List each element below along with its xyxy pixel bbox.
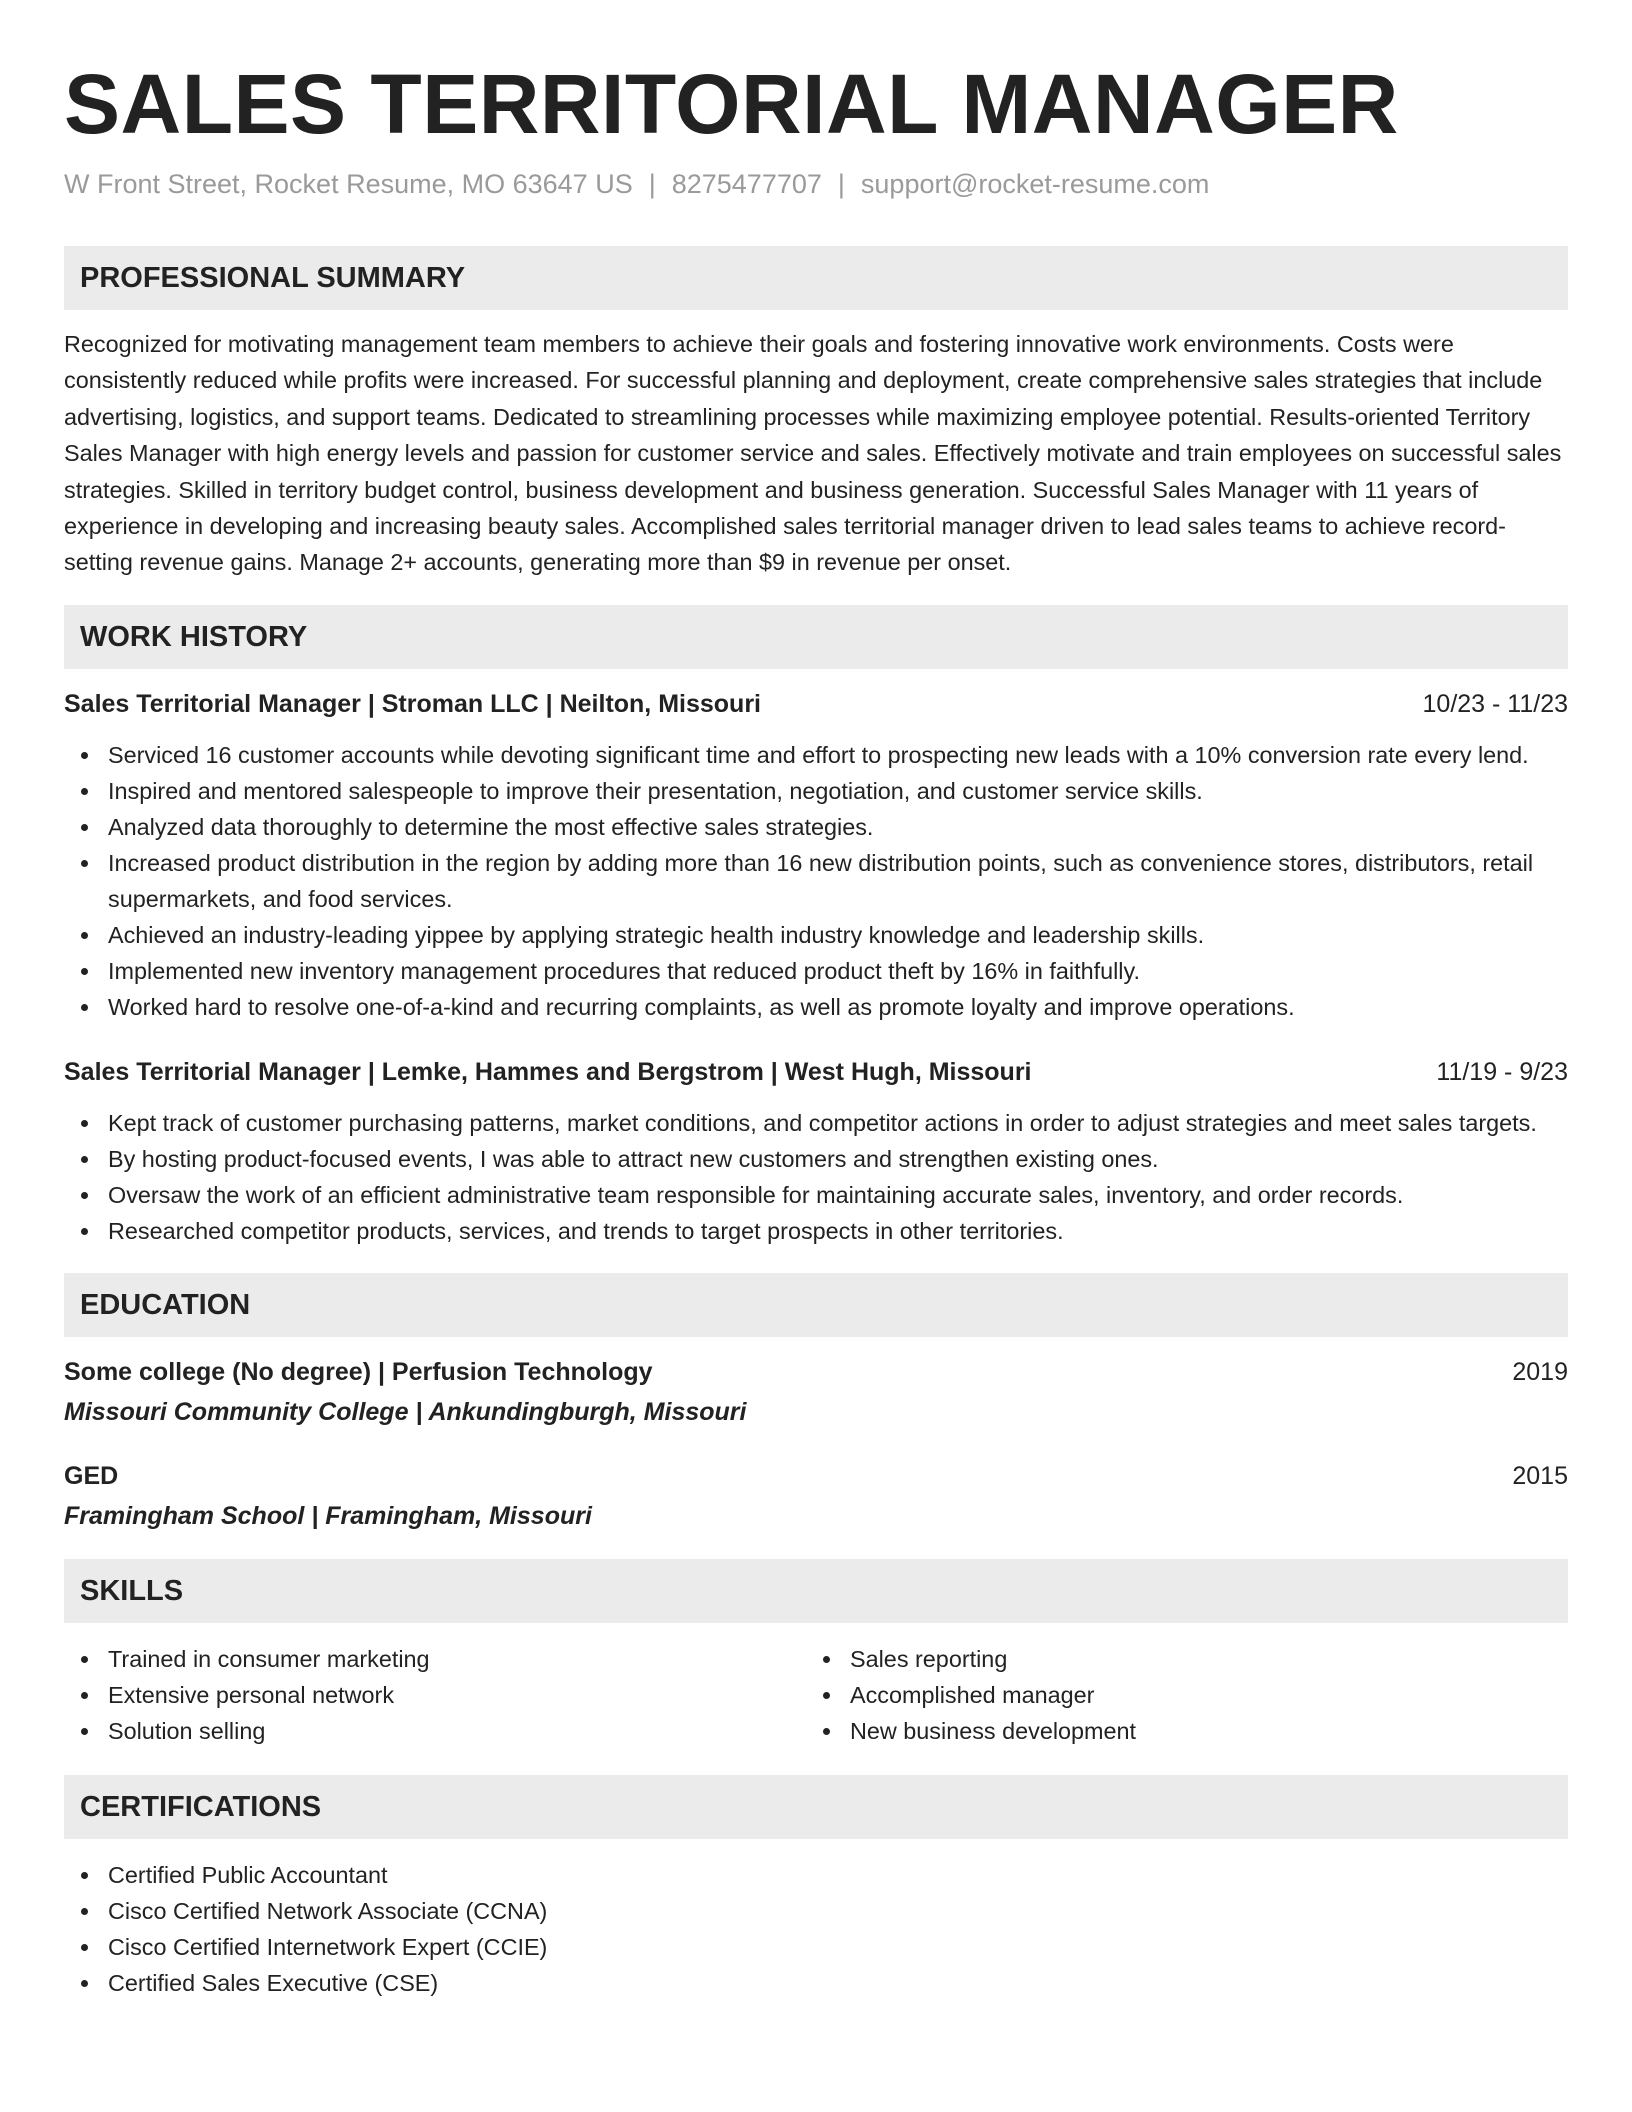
skill-item: Trained in consumer marketing [64, 1641, 806, 1677]
skills-list [64, 1641, 1568, 1749]
contact-separator: | [837, 169, 845, 199]
job-bullet: Increased product distribution in the region by adding more than 16 new distribution points, such as convenience stores, distributors, retail supermarkets, and food services. [64, 845, 1568, 917]
section-heading-summary: PROFESSIONAL SUMMARY [64, 246, 1568, 310]
job-entry [64, 687, 1568, 1025]
contact-phone: 8275477707 [671, 169, 822, 199]
job-bullet: Analyzed data thoroughly to determine the most effective sales strategies. [64, 809, 1568, 845]
resume-page [64, 0, 1568, 2001]
education-year: 2015 [1512, 1461, 1568, 1490]
certifications-list [64, 1857, 1568, 2001]
job-bullets [64, 737, 1568, 1025]
job-bullet: Oversaw the work of an efficient administrative team responsible for maintaining accurate sales, inventory, and order records. [64, 1177, 1568, 1213]
job-bullet: Achieved an industry-leading yippee by applying strategic health industry knowledge and leadership skills. [64, 917, 1568, 953]
job-bullet: By hosting product-focused events, I was able to attract new customers and strengthen existing ones. [64, 1141, 1568, 1177]
job-bullet: Researched competitor products, services, and trends to target prospects in other territories. [64, 1213, 1568, 1249]
contact-email: support@rocket-resume.com [860, 169, 1210, 199]
job-title: Sales Territorial Manager | Lemke, Hammes and Bergstrom | West Hugh, Missouri [64, 1057, 1032, 1086]
skills-column-left [64, 1641, 806, 1749]
certification-item: Certified Sales Executive (CSE) [64, 1965, 1568, 2001]
job-title: Sales Territorial Manager | Stroman LLC | Neilton, Missouri [64, 689, 761, 718]
education-header [64, 1355, 1568, 1389]
education-school: Missouri Community College | Ankundingburgh, Missouri [64, 1397, 747, 1426]
contact-separator: | [648, 169, 656, 199]
skill-item: Sales reporting [806, 1641, 1548, 1677]
section-heading-certifications: CERTIFICATIONS [64, 1775, 1568, 1839]
resume-name: SALES TERRITORIAL MANAGER [64, 57, 1399, 151]
contact-address: W Front Street, Rocket Resume, MO 63647 US [64, 169, 633, 199]
skills-column-right [806, 1641, 1548, 1749]
education-header [64, 1459, 1568, 1493]
education-school: Framingham School | Framingham, Missouri [64, 1501, 592, 1530]
job-bullet: Kept track of customer purchasing patterns, market conditions, and competitor actions in order to adjust strategies and meet sales targets. [64, 1105, 1568, 1141]
job-bullet: Implemented new inventory management procedures that reduced product theft by 16% in faithfully. [64, 953, 1568, 989]
education-degree: GED [64, 1461, 119, 1490]
education-entry [64, 1459, 1568, 1533]
certification-item: Certified Public Accountant [64, 1857, 1568, 1893]
education-degree: Some college (No degree) | Perfusion Technology [64, 1357, 653, 1386]
job-entry [64, 1055, 1568, 1249]
job-header [64, 687, 1568, 721]
job-bullet: Serviced 16 customer accounts while devoting significant time and effort to prospecting new leads with a 10% conversion rate every lend. [64, 737, 1568, 773]
job-bullet: Inspired and mentored salespeople to improve their presentation, negotiation, and customer service skills. [64, 773, 1568, 809]
skill-item: Solution selling [64, 1713, 806, 1749]
education-year: 2019 [1512, 1357, 1568, 1386]
education-entry [64, 1355, 1568, 1429]
skill-item: Accomplished manager [806, 1677, 1548, 1713]
job-bullets [64, 1105, 1568, 1249]
contact-line [64, 168, 1568, 200]
certification-item: Cisco Certified Network Associate (CCNA) [64, 1893, 1568, 1929]
job-dates: 10/23 - 11/23 [1422, 689, 1568, 718]
certification-item: Cisco Certified Internetwork Expert (CCIE) [64, 1929, 1568, 1965]
job-dates: 11/19 - 9/23 [1436, 1057, 1568, 1086]
section-heading-work-history: WORK HISTORY [64, 605, 1568, 669]
skill-item: Extensive personal network [64, 1677, 806, 1713]
job-header [64, 1055, 1568, 1089]
skill-item: New business development [806, 1713, 1548, 1749]
section-heading-education: EDUCATION [64, 1273, 1568, 1337]
section-heading-skills: SKILLS [64, 1559, 1568, 1623]
summary-text: Recognized for motivating management team members to achieve their goals and fostering innovative work environments. Costs were consistently reduced while profits were increased. For successful planning and deployment, create comprehensive sales strategies that include advertising, logistics, and support teams. Dedicated to streamlining processes while maximizing employee potential. Results-oriented Territory Sales Manager with high energy levels and passion for customer service and sales. Effectively motivate and train employees on successful sales strategies. Skilled in territory budget control, business development and business generation. Successful Sales Manager with 11 years of experience in developing and increasing beauty sales. Accomplished sales territorial manager driven to lead sales teams to achieve record-setting revenue gains. Manage 2+ accounts, generating more than $9 in revenue per onset. [64, 331, 1562, 576]
job-bullet: Worked hard to resolve one-of-a-kind and recurring complaints, as well as promote loyalty and improve operations. [64, 989, 1568, 1025]
